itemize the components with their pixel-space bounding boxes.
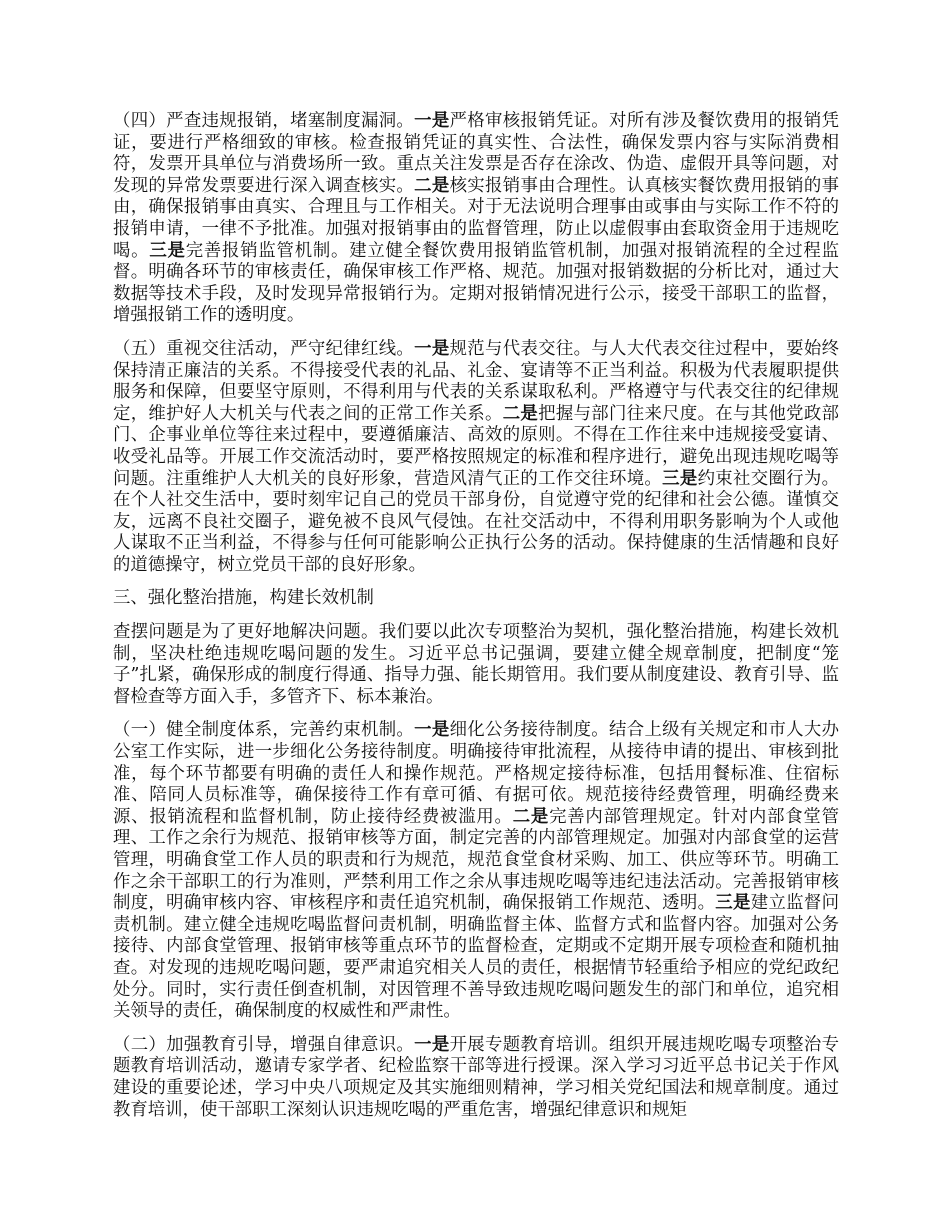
point-marker-1: 一是: [414, 1034, 450, 1055]
body-text: 完善内部管理规定。针对内部食堂管理、工作之余行为规范、报销审核等方面，制定完善的内部管理规定。加强对内部食堂的运营管理，明确食堂工作人员的职责和行为规范，规范食堂食材采购、加工、供应等环节。明确工作之余干部职工的行为准则，严禁利用工作之余从事违规吃喝等违纪违法活动。完善报销审核制度，明确审核内容、审核程序和责任追究机制，确保报销工作规范、透明。: [113, 806, 839, 914]
paragraph-subsection-1: [113, 720, 839, 1022]
point-marker-3: 三是: [149, 240, 186, 261]
body-text: 建立监督问责机制。建立健全违规吃喝监督问责机制，明确监督主体、监督方式和监督内容。加强对公务接待、内部食堂管理、报销审核等重点环节的监督检查，定期或不定期开展专项检查和随机抽查。对发现的违规吃喝问题，要严肃追究相关人员的责任，根据情节轻重给予相应的党纪政纪处分。同时，实行责任倒查机制，对因管理不善导致违规吃喝问题发生的部门和单位，追究相关领导的责任，确保制度的权威性和严肃性。: [113, 893, 839, 1022]
section-heading-text: （一）健全制度体系，完善约束机制。: [113, 720, 415, 741]
point-marker-1: 一是: [414, 720, 450, 741]
body-text: 规范与代表交往。与人大代表交往过程中，要始终保持清正廉洁的关系。不得接受代表的礼品、礼金、宴请等不正当利益。积极为代表履职提供服务和保障，但要坚守原则，不得利用与代表的关系谋取私利。严格遵守与代表交往的纪律规定，维护好人大机关与代表之间的正常工作关系。: [113, 338, 839, 424]
point-marker-1: 一是: [414, 338, 450, 359]
paragraph-intro: [113, 622, 839, 708]
point-marker-1: 一是: [414, 111, 450, 131]
chapter-heading-text: 三、强化整治措施，构建长效机制: [113, 588, 374, 609]
body-text: 严格审核报销凭证。对所有涉及餐饮费用的报销凭证，要进行严格细致的审核。检查报销凭证的真实性、合法性，确保发票内容与实际消费相符，发票开具单位与消费场所一致。重点关注发票是否存在涂改、伪造、虚假开具等问题，对发现的异常发票要进行深入调查核实。: [113, 111, 839, 196]
point-marker-3: 三是: [662, 468, 698, 489]
chapter-heading: [113, 588, 839, 610]
body-text: 约束社交圈行为。在个人社交生活中，要时刻牢记自己的党员干部身份，自觉遵守党的纪律和社会公德。谨慎交友，远离不良社交圈子，避免被不良风气侵蚀。在社交活动中，不得利用职务影响为个人或他人谋取不正当利益，不得参与任何可能影响公正执行公务的活动。保持健康的生活情趣和良好的道德操守，树立党员干部的良好形象。: [113, 468, 839, 575]
point-marker-2: 二是: [502, 403, 539, 424]
body-text: 核实报销事由合理性。认真核实餐饮费用报销的事由，确保报销事由真实、合理且与工作相关。对于无法说明合理事由或事由与实际工作不符的报销申请，一律不予批准。加强对报销事由的监督管理，防止以虚假事由套取资金用于违规吃喝。: [113, 175, 839, 261]
body-text: 查摆问题是为了更好地解决问题。我们要以此次专项整治为契机，强化整治措施，构建长效机制，坚决杜绝违规吃喝问题的发生。习近平总书记强调，要建立健全规章制度，把制度“笼子”扎紧，确保形成的制度行得通、指导力强、能长期管用。我们要从制度建设、教育引导、监督检查等方面入手，多管齐下、标本兼治。: [113, 622, 839, 707]
body-text: 完善报销监管机制。建立健全餐饮费用报销监管机制，加强对报销流程的全过程监督。明确各环节的审核责任，确保审核工作严格、规范。加强对报销数据的分析比对，通过大数据等技术手段，及时发现异常报销行为。定期对报销情况进行公示，接受干部职工的监督，增强报销工作的透明度。: [113, 240, 839, 326]
body-text: 把握与部门往来尺度。在与其他党政部门、企事业单位等往来过程中，要遵循廉洁、高效的原则。不得在工作往来中违规接受宴请、收受礼品等。开展工作交流活动时，要严格按照规定的标准和程序进行，避免出现违规吃喝等问题。注重维护人大机关的良好形象，营造风清气正的工作交往环境。: [113, 403, 839, 489]
body-text: 细化公务接待制度。结合上级有关规定和市人大办公室工作实际，进一步细化公务接待制度。明确接待审批流程，从接待申请的提出、审核到批准，每个环节都要有明确的责任人和操作规范。严格规定接待标准，包括用餐标准、住宿标准、陪同人员标准等，确保接待工作有章可循、有据可依。规范接待经费管理，明确经费来源、报销流程和监督机制，防止接待经费被滥用。: [113, 720, 839, 827]
document-page: [113, 111, 839, 1133]
point-marker-2: 二是: [512, 806, 550, 827]
point-marker-3: 三是: [715, 893, 751, 914]
paragraph-subsection-2: [113, 1035, 839, 1121]
section-heading-text: （五）重视交往活动，严守纪律红线。: [113, 338, 415, 359]
section-heading-text: （二）加强教育引导，增强自律意识。: [113, 1034, 415, 1055]
paragraph-section-4: [113, 111, 839, 327]
point-marker-2: 二是: [414, 175, 450, 196]
section-heading-text: （四）严查违规报销，堵塞制度漏洞。: [113, 111, 415, 131]
paragraph-section-5: [113, 339, 839, 577]
body-text: 开展专题教育培训。组织开展违规吃喝专项整治专题教育培训活动，邀请专家学者、纪检监察干部等进行授课。深入学习习近平总书记关于作风建设的重要论述，学习中央八项规定及其实施细则精神，学习相关党纪国法和规章制度。通过教育培训，使干部职工深刻认识违规吃喝的严重危害，增强纪律意识和规矩: [113, 1034, 839, 1120]
